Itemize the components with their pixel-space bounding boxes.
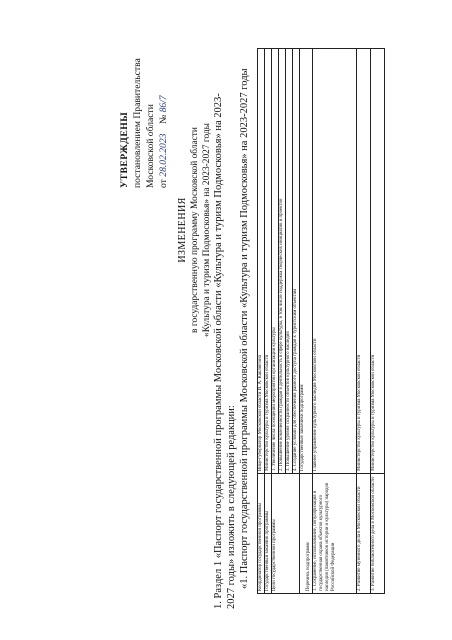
table-cell: 3. Развитие библиотечного дела в Московской области (371, 474, 385, 594)
date-prefix: от (158, 179, 169, 188)
number-prefix: № (158, 114, 169, 124)
table-cell: 2. Развитие музейного дела в Московской области (357, 474, 371, 594)
approval-block (118, 58, 170, 188)
approval-date-line (157, 58, 170, 188)
section-text (212, 9, 251, 609)
table-cell: Цели государственной программы (272, 474, 300, 594)
table-row (258, 49, 265, 594)
table-cell: Перечень подпрограмм (300, 474, 313, 594)
document-heading (177, 120, 213, 340)
approval-line-2: Московской области (145, 104, 156, 188)
heading-title: ИЗМЕНЕНИЯ (177, 197, 188, 263)
table-cell: Министерство культуры и туризма Московской области (357, 49, 371, 474)
table-cell: Координатор государственной программы (258, 474, 265, 594)
table-cell: Министерство культуры и туризма Московской области (265, 49, 272, 474)
section-line-1: 1. Раздел 1 «Паспорт государственной программы Московской области «Культура и туризм Подмосковья» на 2023- (213, 93, 224, 609)
heading-line-1: в государственную программу Московской области (190, 127, 200, 333)
passport-table (257, 48, 385, 594)
section-line-2: 2027 годы» изложить в следующей редакции: (226, 405, 237, 609)
table-row (265, 49, 272, 594)
table-row (272, 49, 279, 594)
table-cell: Вице-губернатор Московской области И. А. Каклюгина (258, 49, 265, 474)
table-row (300, 49, 313, 594)
table-row (313, 49, 357, 594)
approval-line-1: постановлением Правительства (132, 58, 143, 188)
table-cell: Главное управление культурного наследия Московской области (313, 49, 357, 474)
table-cell: 1. Сохранение, использование, популяризация и государственная охрана объектов культурного наследия (памятников истории и культуры) народов Российской Федерации (313, 474, 357, 594)
approval-date: 28.02.2023 (158, 133, 169, 177)
table-cell: 2. Повышение вовлеченности граждан в деятельность в сфере культуры, в том числе поддержка творческих инициатив и проектов (279, 49, 286, 474)
table-row (371, 49, 385, 594)
table-cell: Государственные заказчики подпрограмм (300, 49, 313, 474)
table-cell: Государственный заказчик программы (265, 474, 272, 594)
table-cell: 1. Увеличение числа посещений мероприятий организаций культуры (272, 49, 279, 474)
approval-number: 86/7 (158, 95, 169, 113)
heading-line-2: «Культура и туризм Подмосковья» на 2023-2027 годы (202, 123, 212, 337)
table-cell: 4. Создание условий для обеспечения равного доступа граждан к туристским объектам (293, 49, 300, 474)
table-cell: Министерство культуры и туризма Московской области (371, 49, 385, 474)
table-cell: 3. Повышение уровня сохранности объектов культурного наследия (286, 49, 293, 474)
table-row (357, 49, 371, 594)
approval-title: УТВЕРЖДЕНЫ (119, 111, 130, 188)
section-line-3: «1. Паспорт государственной программы Московской области «Культура и туризм Подмосковья» на 2023-2027 годы (239, 68, 250, 589)
